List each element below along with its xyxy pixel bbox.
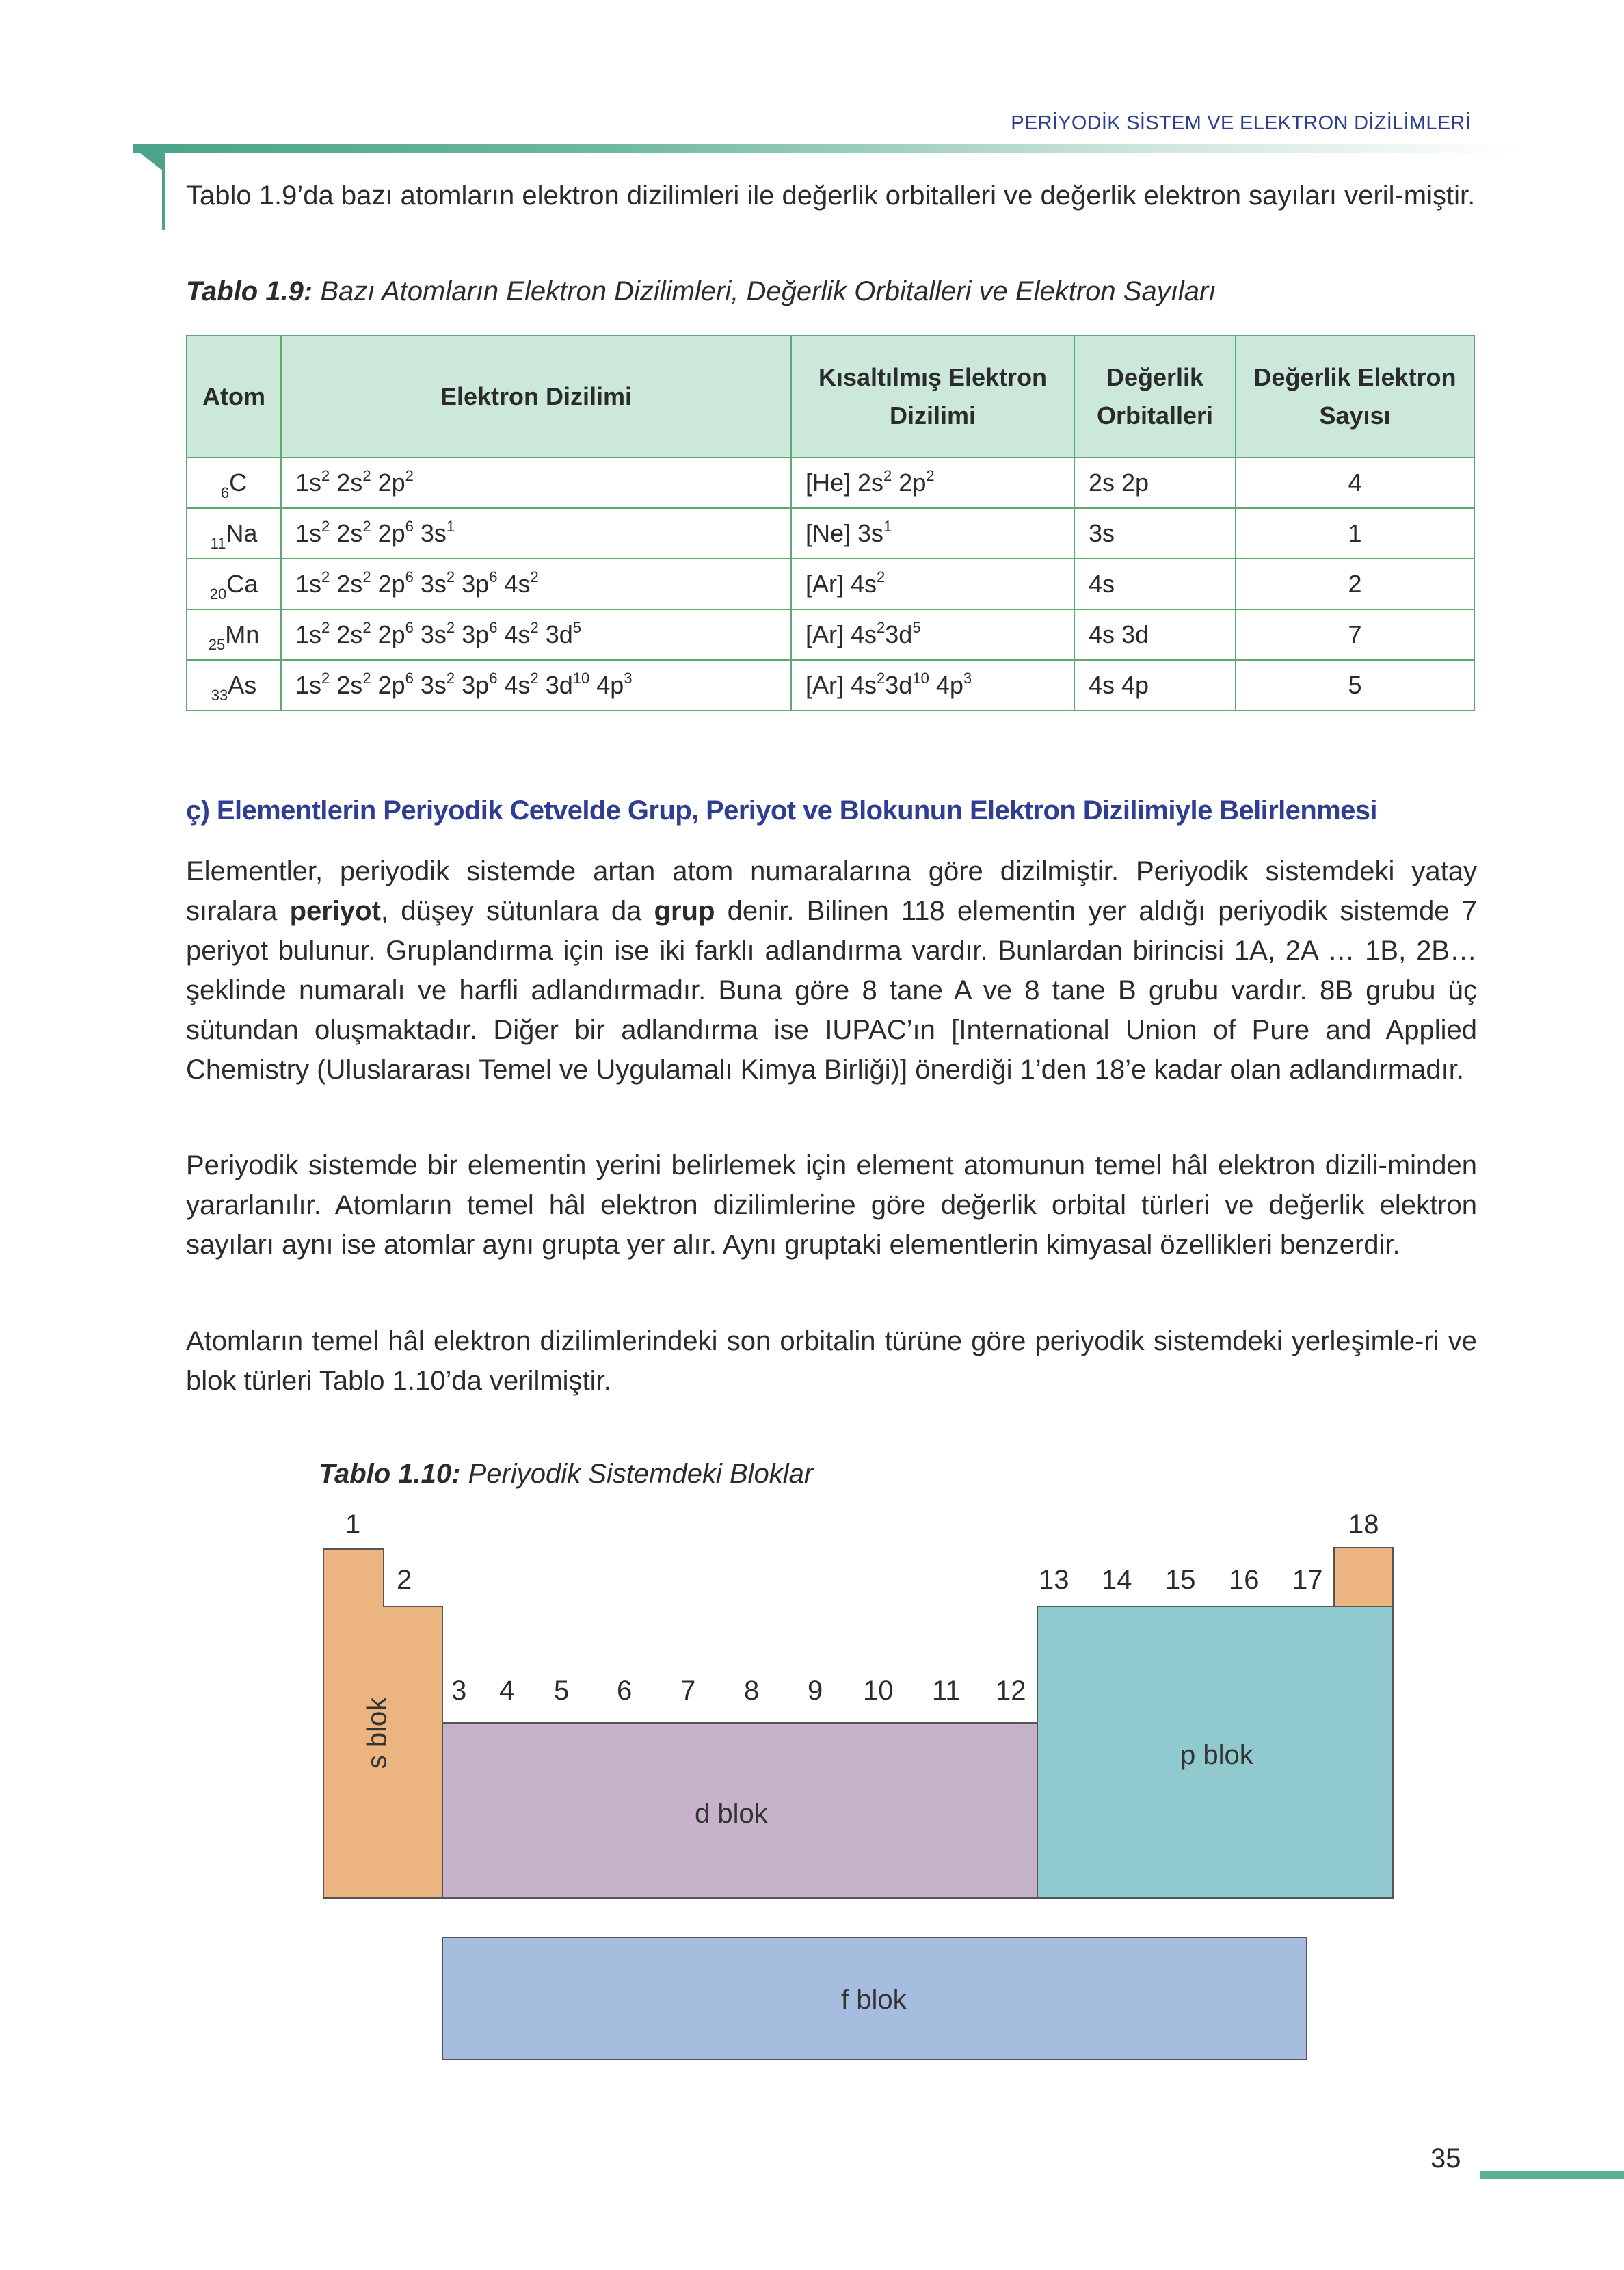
short-configuration-cell <box>791 660 1074 711</box>
p1-text-e: denir. Bilinen 118 elementin yer aldığı periyodik sistemde 7 periyot bulunur. Gruplandırma için ise iki farklı adlandırma vardır. Bunlardan birincisi 1A, 2A … 1B, 2B… şeklinde numaralı ve harfli adlandırmadır. Buna göre 8 tane A ve 8 tane B grubu vardır. 8B grubu üç sütundan oluşmaktadır. Diğer bir adlandırma ise IUPAC’ın [International Union of Pure and Applied Chemistry (Uluslararası Temel ve Uygulamalı Kimya Birliği)] önerdiği 1’den 18’e kadar olan adlandırmadır. <box>186 896 1477 1085</box>
valence-electron-count-cell: 5 <box>1236 660 1474 711</box>
conf-superscript: 6 <box>489 670 498 687</box>
header-corner <box>133 148 165 172</box>
atomic-number: 11 <box>210 535 226 552</box>
conf-orbital: 2s <box>330 671 363 699</box>
conf-superscript: 2 <box>362 467 371 484</box>
conf-orbital: 2p <box>371 468 405 497</box>
table-1-9-caption <box>186 276 1216 307</box>
short-orbital: [Ne] 3s <box>806 519 884 547</box>
table-row <box>187 660 1474 711</box>
group-number: 9 <box>808 1676 823 1706</box>
conf-superscript: 2 <box>530 568 539 585</box>
table-row <box>187 508 1474 559</box>
table-1-10-caption <box>319 1459 813 1490</box>
conf-superscript: 5 <box>572 619 582 636</box>
conf-superscript: 6 <box>489 619 498 636</box>
group-number: 12 <box>996 1676 1026 1706</box>
element-symbol: As <box>228 671 257 699</box>
conf-superscript: 2 <box>321 619 330 636</box>
short-superscript: 2 <box>877 670 886 687</box>
short-superscript: 1 <box>883 518 892 535</box>
conf-orbital: 3d <box>538 620 573 648</box>
short-orbital: 2p <box>892 468 927 497</box>
conf-superscript: 2 <box>446 670 455 687</box>
table-row <box>187 609 1474 660</box>
element-symbol: Ca <box>226 570 258 598</box>
table-body <box>187 458 1474 711</box>
term-group: grup <box>654 896 715 926</box>
short-superscript: 5 <box>912 619 921 636</box>
page-number: 35 <box>1430 2143 1461 2174</box>
conf-superscript: 2 <box>362 518 371 535</box>
element-symbol: Na <box>226 519 258 547</box>
conf-superscript: 2 <box>362 619 371 636</box>
conf-superscript: 2 <box>321 568 330 585</box>
conf-orbital: 3s <box>413 519 447 547</box>
atomic-number: 33 <box>211 687 228 704</box>
conf-orbital: 2p <box>371 519 405 547</box>
conf-orbital: 4s <box>497 620 531 648</box>
table-row <box>187 458 1474 508</box>
header-short-line-1: Kısaltılmış Elektron <box>818 363 1048 391</box>
conf-orbital: 4s <box>497 570 531 598</box>
conf-orbital: 2s <box>330 570 363 598</box>
conf-orbital: 4s <box>497 671 531 699</box>
conf-orbital: 2p <box>371 671 405 699</box>
short-orbital: [Ar] 4s <box>806 620 877 648</box>
conf-superscript: 2 <box>362 568 371 585</box>
atom-cell <box>187 660 281 711</box>
group-number: 17 <box>1292 1565 1323 1595</box>
header-cnt-line-1: Değerlik Elektron <box>1253 363 1456 391</box>
configuration-cell <box>281 660 791 711</box>
valence-orbitals-cell: 4s 4p <box>1074 660 1236 711</box>
f-block-label: f blok <box>841 1985 907 2015</box>
caption-text: Periyodik Sistemdeki Bloklar <box>460 1459 814 1489</box>
atomic-number: 20 <box>209 585 227 603</box>
conf-superscript: 6 <box>489 568 498 585</box>
conf-superscript: 2 <box>321 518 330 535</box>
d-block-label: d blok <box>695 1799 768 1829</box>
configuration-cell <box>281 609 791 660</box>
footer-bar <box>1480 2171 1624 2179</box>
conf-superscript: 2 <box>530 670 539 687</box>
conf-superscript: 2 <box>530 619 539 636</box>
conf-superscript: 2 <box>446 619 455 636</box>
short-orbital: 3d <box>885 620 913 648</box>
valence-electron-count-cell: 1 <box>1236 508 1474 559</box>
valence-electron-count-cell: 2 <box>1236 559 1474 609</box>
conf-orbital: 3d <box>538 671 573 699</box>
conf-superscript: 2 <box>321 467 330 484</box>
conf-orbital: 2p <box>371 620 405 648</box>
conf-superscript: 10 <box>572 670 590 687</box>
short-configuration-cell <box>791 458 1074 508</box>
p1-text-a: Elementler, periyodik sistemde artan atom numaralarına göre dizilmiştir. Periyodik sistemdeki yatay sıralara <box>186 856 1477 926</box>
s-block-group-18 <box>1333 1547 1394 1607</box>
conf-superscript: 2 <box>405 467 414 484</box>
valence-orbitals-cell: 4s <box>1074 559 1236 609</box>
conf-superscript: 2 <box>446 568 455 585</box>
conf-orbital: 3p <box>455 570 490 598</box>
table-row <box>187 559 1474 609</box>
short-superscript: 2 <box>926 467 935 484</box>
conf-orbital: 3s <box>413 570 447 598</box>
header-short-line-2: Dizilimi <box>889 401 976 430</box>
atomic-number: 25 <box>208 636 226 653</box>
group-number: 6 <box>617 1676 633 1706</box>
header-configuration: Elektron Dizilimi <box>281 336 791 458</box>
conf-orbital: 3s <box>413 620 447 648</box>
conf-superscript: 6 <box>405 568 414 585</box>
group-number: 3 <box>451 1676 467 1706</box>
valence-orbitals-cell: 2s 2p <box>1074 458 1236 508</box>
section-heading: ç) Elementlerin Periyodik Cetvelde Grup, Periyot ve Blokunun Elektron Dizilimiyle Belirlenmesi <box>186 795 1377 826</box>
group-number: 5 <box>554 1676 570 1706</box>
group-number: 4 <box>499 1676 515 1706</box>
group-number: 2 <box>397 1565 412 1595</box>
conf-orbital: 2s <box>330 468 363 497</box>
conf-orbital: 3s <box>413 671 447 699</box>
header-vertical-line <box>162 148 165 230</box>
header-band <box>133 144 1521 153</box>
conf-orbital: 3p <box>455 671 490 699</box>
group-number: 13 <box>1039 1565 1069 1595</box>
conf-superscript: 2 <box>321 670 330 687</box>
conf-orbital: 3p <box>455 620 490 648</box>
short-superscript: 2 <box>883 467 892 484</box>
header-orb-line-1: Değerlik <box>1106 363 1204 391</box>
short-configuration-cell <box>791 508 1074 559</box>
group-number: 7 <box>680 1676 696 1706</box>
group-number: 11 <box>932 1676 961 1706</box>
conf-orbital: 1s <box>295 570 322 598</box>
short-configuration-cell <box>791 609 1074 660</box>
paragraph-periods-groups <box>186 852 1477 1090</box>
group-number: 14 <box>1102 1565 1132 1595</box>
caption-label: Tablo 1.9: <box>186 276 313 306</box>
header-valence-electron-count <box>1236 336 1474 458</box>
header-short-configuration <box>791 336 1074 458</box>
short-superscript: 2 <box>877 568 886 585</box>
short-superscript: 2 <box>877 619 886 636</box>
short-orbital: [Ar] 4s <box>806 671 877 699</box>
short-orbital: [He] 2s <box>806 468 884 497</box>
short-superscript: 3 <box>963 670 972 687</box>
conf-orbital: 2s <box>330 620 363 648</box>
header-valence-orbitals <box>1074 336 1236 458</box>
conf-orbital: 2s <box>330 519 363 547</box>
configuration-cell <box>281 458 791 508</box>
group-number: 8 <box>744 1676 760 1706</box>
atom-cell <box>187 559 281 609</box>
conf-superscript: 1 <box>446 518 455 535</box>
header-orb-line-2: Orbitalleri <box>1096 401 1214 430</box>
valence-electron-count-cell: 7 <box>1236 609 1474 660</box>
paragraph-element-location: Periyodik sistemde bir elementin yerini belirlemek için element atomunun temel hâl elektron dizili-minden yararlanılır. Atomların temel hâl elektron dizilimlerine göre değerlik orbital türleri ve değerlik elektron sayıları aynı ise atomlar aynı grupta yer alır. Aynı gruptaki elementlerin kimyasal özellikleri benzerdir. <box>186 1150 1477 1260</box>
intro-paragraph: Tablo 1.9’da bazı atomların elektron dizilimleri ile değerlik orbitalleri ve değerlik elektron sayıları veril-miştir. <box>186 181 1476 211</box>
group-number: 15 <box>1165 1565 1196 1595</box>
p-block-label: p blok <box>1180 1740 1253 1770</box>
group-number: 1 <box>345 1509 361 1540</box>
configuration-cell <box>281 559 791 609</box>
conf-superscript: 6 <box>405 619 414 636</box>
caption-text: Bazı Atomların Elektron Dizilimleri, Değerlik Orbitalleri ve Elektron Sayıları <box>312 276 1216 306</box>
s-block-label: s blok <box>362 1697 392 1769</box>
short-superscript: 10 <box>912 670 929 687</box>
term-period: periyot <box>289 896 381 926</box>
conf-superscript: 6 <box>405 518 414 535</box>
conf-orbital: 1s <box>295 620 322 648</box>
valence-electron-count-cell: 4 <box>1236 458 1474 508</box>
conf-orbital: 1s <box>295 519 322 547</box>
atom-cell <box>187 508 281 559</box>
short-orbital: 3d <box>885 671 913 699</box>
valence-orbitals-cell: 3s <box>1074 508 1236 559</box>
element-symbol: C <box>229 468 248 497</box>
group-number: 18 <box>1348 1509 1379 1540</box>
conf-superscript: 2 <box>362 670 371 687</box>
running-header: PERİYODİK SİSTEM VE ELEKTRON DİZİLİMLERİ <box>1011 112 1471 134</box>
conf-orbital: 2p <box>371 570 405 598</box>
table-header-row <box>187 336 1474 458</box>
configuration-cell <box>281 508 791 559</box>
electron-configuration-table <box>186 335 1475 711</box>
conf-superscript: 6 <box>405 670 414 687</box>
atom-cell <box>187 609 281 660</box>
header-atom: Atom <box>187 336 281 458</box>
conf-orbital: 1s <box>295 468 322 497</box>
header-cnt-line-2: Sayısı <box>1319 401 1391 430</box>
atom-cell <box>187 458 281 508</box>
conf-orbital: 1s <box>295 671 322 699</box>
conf-orbital: 4p <box>589 671 624 699</box>
paragraph-block-types: Atomların temel hâl elektron dizilimlerindeki son orbitalin türüne göre periyodik sistemdeki yerleşimle-ri ve blok türleri Tablo 1.10’da verilmiştir. <box>186 1326 1477 1396</box>
short-orbital: [Ar] 4s <box>806 570 877 598</box>
conf-superscript: 3 <box>624 670 633 687</box>
atomic-number: 6 <box>220 484 230 501</box>
short-orbital: 4p <box>929 671 963 699</box>
element-symbol: Mn <box>225 620 260 648</box>
group-number: 16 <box>1229 1565 1260 1595</box>
short-configuration-cell <box>791 559 1074 609</box>
group-number: 10 <box>863 1676 894 1706</box>
valence-orbitals-cell: 4s 3d <box>1074 609 1236 660</box>
caption-label: Tablo 1.10: <box>319 1459 461 1489</box>
p1-text-c: , düşey sütunlara da <box>380 896 654 926</box>
